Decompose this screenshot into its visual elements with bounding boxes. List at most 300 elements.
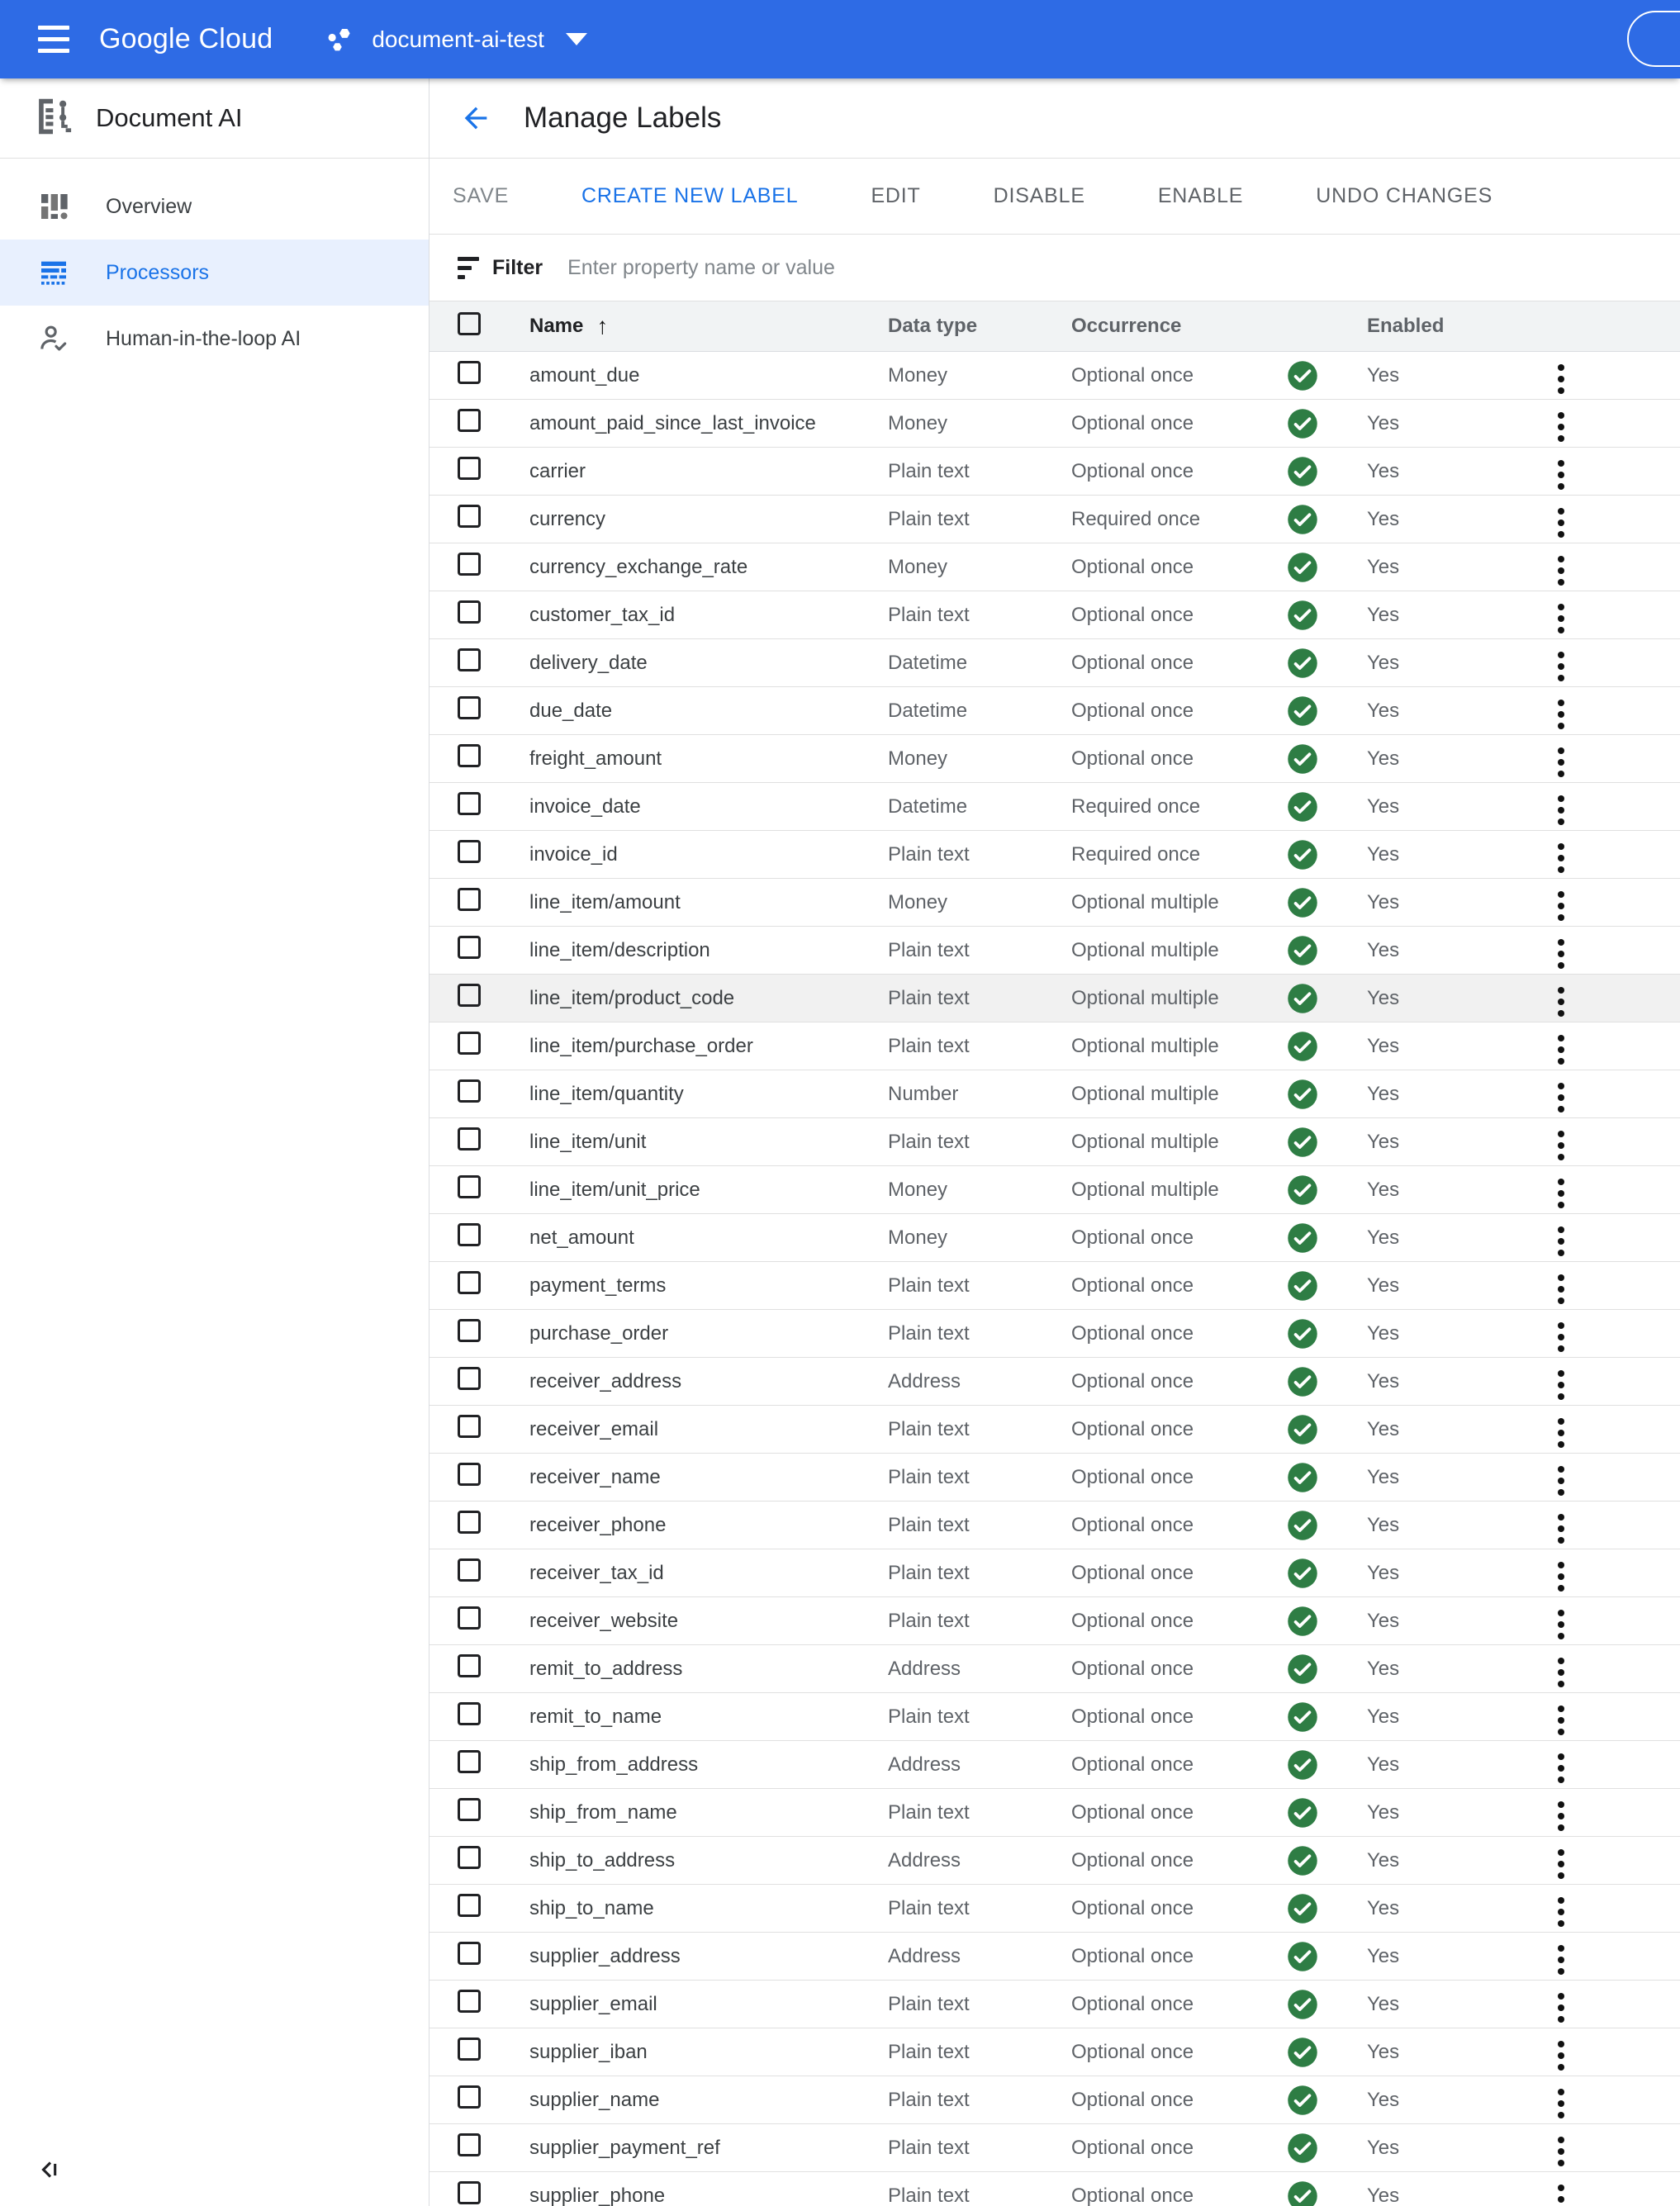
column-header-occurrence[interactable]: Occurrence [1071,315,1182,337]
row-menu-icon[interactable] [1554,792,1568,828]
enabled-check-icon [1287,1701,1367,1733]
label-occurrence: Optional once [1071,411,1194,434]
label-data-type: Plain text [888,1274,970,1297]
label-enabled: Yes [1367,699,1400,722]
label-data-type: Datetime [888,651,968,674]
create-new-label-button[interactable]: CREATE NEW LABEL [572,176,808,216]
table-row[interactable] [429,1166,1680,1214]
label-enabled: Yes [1367,1753,1400,1776]
row-menu-icon[interactable] [1554,1846,1568,1882]
table-row[interactable] [429,1981,1680,2028]
enabled-check-icon [1287,1270,1367,1302]
label-enabled: Yes [1367,938,1400,961]
label-data-type: Plain text [888,1321,970,1345]
table-row[interactable] [429,927,1680,975]
row-checkbox[interactable] [458,744,481,767]
label-name: ship_from_address [529,1753,699,1776]
row-checkbox[interactable] [458,1750,481,1773]
overview-icon [36,190,71,223]
table-row[interactable] [429,448,1680,496]
table-row[interactable] [429,1693,1680,1741]
column-header-enabled[interactable]: Enabled [1367,315,1445,337]
row-menu-icon[interactable] [1554,936,1568,972]
label-data-type: Plain text [888,1705,970,1728]
label-enabled: Yes [1367,2040,1400,2063]
label-data-type: Datetime [888,699,968,722]
label-enabled: Yes [1367,1178,1400,1201]
label-enabled: Yes [1367,1321,1400,1345]
row-menu-icon[interactable] [1554,600,1568,637]
label-data-type: Plain text [888,1561,970,1584]
table-row[interactable] [429,352,1680,400]
enabled-check-icon [1287,1462,1367,1493]
label-enabled: Yes [1367,842,1400,866]
row-checkbox[interactable] [458,409,481,432]
row-checkbox[interactable] [458,361,481,384]
label-occurrence: Optional once [1071,1753,1194,1776]
label-name: line_item/product_code [529,986,735,1009]
label-data-type: Address [888,1848,961,1872]
save-button[interactable]: SAVE [443,176,519,216]
label-occurrence: Optional once [1071,363,1194,387]
row-menu-icon[interactable] [1554,1894,1568,1930]
row-menu-icon[interactable] [1554,1702,1568,1739]
label-enabled: Yes [1367,1944,1400,1967]
label-enabled: Yes [1367,1705,1400,1728]
label-occurrence: Optional once [1071,2040,1194,2063]
label-name: line_item/description [529,938,710,961]
row-menu-icon[interactable] [1554,409,1568,445]
label-occurrence: Optional once [1071,603,1194,626]
row-checkbox[interactable] [458,2085,481,2109]
label-name: line_item/amount [529,890,681,913]
row-checkbox[interactable] [458,505,481,528]
sidebar [0,78,429,2206]
label-occurrence: Optional once [1071,1465,1194,1488]
row-checkbox[interactable] [458,1367,481,1390]
label-data-type: Plain text [888,1896,970,1919]
table-row[interactable] [429,2076,1680,2124]
enabled-check-icon [1287,983,1367,1014]
row-checkbox[interactable] [458,1415,481,1438]
column-header-data-type[interactable]: Data type [888,315,978,337]
table-row[interactable] [429,1885,1680,1933]
row-menu-icon[interactable] [1554,1271,1568,1307]
label-data-type: Datetime [888,795,968,818]
table-row[interactable] [429,1502,1680,1549]
table-row[interactable] [429,1310,1680,1358]
label-occurrence: Optional multiple [1071,890,1219,913]
label-data-type: Money [888,363,948,387]
row-checkbox[interactable] [458,888,481,911]
label-occurrence: Optional multiple [1071,938,1219,961]
label-occurrence: Optional once [1071,2088,1194,2111]
table-row[interactable] [429,2028,1680,2076]
label-name: receiver_address [529,1369,682,1392]
row-checkbox[interactable] [458,1990,481,2013]
table-row[interactable] [429,735,1680,783]
label-occurrence: Optional once [1071,1561,1194,1584]
row-checkbox[interactable] [458,1798,481,1821]
table-row[interactable] [429,1837,1680,1885]
row-checkbox[interactable] [458,1032,481,1055]
row-checkbox[interactable] [458,1654,481,1677]
label-occurrence: Optional once [1071,1657,1194,1680]
table-row[interactable] [429,975,1680,1022]
row-checkbox[interactable] [458,1846,481,1869]
label-data-type: Money [888,1178,948,1201]
table-row[interactable] [429,1118,1680,1166]
table-row[interactable] [429,1549,1680,1597]
collapse-sidebar-icon[interactable] [36,2156,64,2188]
label-enabled: Yes [1367,890,1400,913]
label-name: supplier_phone [529,2184,666,2206]
row-menu-icon[interactable] [1554,1175,1568,1212]
table-row[interactable] [429,591,1680,639]
row-menu-icon[interactable] [1554,2085,1568,2122]
row-checkbox[interactable] [458,553,481,576]
label-data-type: Plain text [888,603,970,626]
row-menu-icon[interactable] [1554,744,1568,780]
table-row[interactable] [429,400,1680,448]
label-name: amount_paid_since_last_invoice [529,411,816,434]
row-menu-icon[interactable] [1554,2181,1568,2206]
label-occurrence: Optional once [1071,1321,1194,1345]
row-menu-icon[interactable] [1554,1367,1568,1403]
enabled-check-icon [1287,552,1367,583]
label-occurrence: Optional multiple [1071,986,1219,1009]
label-occurrence: Required once [1071,507,1201,530]
row-checkbox[interactable] [458,600,481,624]
label-occurrence: Optional once [1071,1848,1194,1872]
row-checkbox[interactable] [458,1175,481,1198]
table-row[interactable] [429,1645,1680,1693]
label-enabled: Yes [1367,1800,1400,1824]
label-enabled: Yes [1367,1609,1400,1632]
filter-row [429,235,1680,301]
label-occurrence: Required once [1071,842,1201,866]
row-checkbox[interactable] [458,696,481,719]
table-row[interactable] [429,543,1680,591]
person-check-icon [36,322,71,355]
label-occurrence: Optional multiple [1071,1034,1219,1057]
row-menu-icon[interactable] [1554,1032,1568,1068]
label-data-type: Plain text [888,507,970,530]
label-data-type: Address [888,1944,961,1967]
row-checkbox[interactable] [458,457,481,480]
search-bar-partial[interactable] [1627,11,1680,67]
label-name: supplier_name [529,2088,660,2111]
disable-button[interactable]: DISABLE [984,176,1095,216]
row-menu-icon[interactable] [1554,888,1568,924]
label-occurrence: Optional once [1071,1513,1194,1536]
row-menu-icon[interactable] [1554,984,1568,1020]
table-body [429,352,1680,2206]
project-name: document-ai-test [372,26,544,52]
table-row[interactable] [429,1933,1680,1981]
row-menu-icon[interactable] [1554,1942,1568,1978]
enabled-check-icon [1287,791,1367,823]
label-data-type: Address [888,1657,961,1680]
label-name: due_date [529,699,613,722]
row-checkbox[interactable] [458,1558,481,1582]
label-occurrence: Required once [1071,795,1201,818]
table-row[interactable] [429,2172,1680,2206]
row-menu-icon[interactable] [1554,457,1568,493]
product-header [0,78,429,159]
row-checkbox[interactable] [458,1606,481,1630]
enabled-check-icon [1287,1031,1367,1062]
label-enabled: Yes [1367,1896,1400,1919]
label-occurrence: Optional multiple [1071,1082,1219,1105]
label-occurrence: Optional once [1071,747,1194,770]
label-occurrence: Optional once [1071,1944,1194,1967]
enabled-check-icon [1287,1845,1367,1876]
enabled-check-icon [1287,1510,1367,1541]
row-menu-icon[interactable] [1554,1223,1568,1260]
label-name: invoice_date [529,795,641,818]
table-row[interactable] [429,1406,1680,1454]
label-name: ship_to_address [529,1848,676,1872]
label-name: supplier_address [529,1944,681,1967]
label-occurrence: Optional once [1071,1274,1194,1297]
label-enabled: Yes [1367,1848,1400,1872]
table-row[interactable] [429,496,1680,543]
row-checkbox[interactable] [458,648,481,671]
filter-button[interactable] [458,256,543,280]
processors-icon [36,256,71,289]
row-menu-icon[interactable] [1554,1798,1568,1834]
label-enabled: Yes [1367,1226,1400,1249]
table-row[interactable] [429,1789,1680,1837]
label-enabled: Yes [1367,651,1400,674]
label-data-type: Plain text [888,1034,970,1057]
menu-icon[interactable] [23,11,81,69]
row-checkbox[interactable] [458,1511,481,1534]
row-checkbox[interactable] [458,984,481,1007]
row-menu-icon[interactable] [1554,1750,1568,1786]
enabled-check-icon [1287,408,1367,439]
enabled-check-icon [1287,1127,1367,1158]
enabled-check-icon [1287,1653,1367,1685]
label-occurrence: Optional once [1071,555,1194,578]
row-menu-icon[interactable] [1554,505,1568,541]
table-row[interactable] [429,1262,1680,1310]
label-name: supplier_iban [529,2040,648,2063]
label-occurrence: Optional once [1071,1417,1194,1440]
label-enabled: Yes [1367,795,1400,818]
table-row[interactable] [429,783,1680,831]
enabled-check-icon [1287,1414,1367,1445]
enabled-check-icon [1287,935,1367,966]
row-checkbox[interactable] [458,1894,481,1917]
label-data-type: Money [888,747,948,770]
label-occurrence: Optional once [1071,1896,1194,1919]
row-checkbox[interactable] [458,1223,481,1246]
label-name: invoice_id [529,842,618,866]
label-enabled: Yes [1367,1513,1400,1536]
label-enabled: Yes [1367,411,1400,434]
row-checkbox[interactable] [458,1079,481,1103]
sidebar-item-label: Processors [106,260,210,284]
table-row[interactable] [429,1358,1680,1406]
row-checkbox[interactable] [458,1127,481,1150]
row-menu-icon[interactable] [1554,696,1568,733]
sidebar-item-processors[interactable] [0,240,429,306]
label-enabled: Yes [1367,2184,1400,2206]
table-row[interactable] [429,687,1680,735]
label-data-type: Plain text [888,2040,970,2063]
row-checkbox[interactable] [458,1942,481,1965]
table-row[interactable] [429,831,1680,879]
enabled-check-icon [1287,839,1367,871]
filter-input[interactable] [567,256,1680,280]
row-menu-icon[interactable] [1554,361,1568,397]
row-checkbox[interactable] [458,840,481,863]
project-switcher[interactable] [324,24,587,55]
label-name: remit_to_name [529,1705,662,1728]
row-menu-icon[interactable] [1554,2038,1568,2074]
row-checkbox[interactable] [458,2181,481,2204]
label-name: customer_tax_id [529,603,676,626]
label-enabled: Yes [1367,459,1400,482]
enabled-check-icon [1287,1222,1367,1254]
table-row[interactable] [429,639,1680,687]
label-name: currency_exchange_rate [529,555,748,578]
sidebar-item-label: Overview [106,194,192,218]
label-name: delivery_date [529,651,648,674]
label-name: receiver_email [529,1417,659,1440]
label-name: ship_to_name [529,1896,654,1919]
enabled-check-icon [1287,456,1367,487]
row-menu-icon[interactable] [1554,553,1568,589]
label-data-type: Plain text [888,2136,970,2159]
label-enabled: Yes [1367,2088,1400,2111]
sidebar-nav [0,159,429,372]
toolbar [429,159,1680,235]
row-menu-icon[interactable] [1554,1127,1568,1164]
table-row[interactable] [429,2124,1680,2172]
label-occurrence: Optional once [1071,1992,1194,2015]
row-menu-icon[interactable] [1554,1415,1568,1451]
label-data-type: Plain text [888,1609,970,1632]
google-cloud-logo[interactable]: Google Cloud [99,23,273,55]
label-data-type: Address [888,1753,961,1776]
enabled-check-icon [1287,887,1367,918]
label-name: carrier [529,459,586,482]
label-data-type: Plain text [888,1800,970,1824]
row-checkbox[interactable] [458,1463,481,1486]
row-checkbox[interactable] [458,792,481,815]
label-name: receiver_name [529,1465,661,1488]
table-row[interactable] [429,1454,1680,1502]
table-row[interactable] [429,1741,1680,1789]
edit-button[interactable]: EDIT [861,176,930,216]
row-menu-icon[interactable] [1554,1606,1568,1643]
label-name: purchase_order [529,1321,669,1345]
row-checkbox[interactable] [458,936,481,959]
row-menu-icon[interactable] [1554,1990,1568,2026]
row-checkbox[interactable] [458,1319,481,1342]
label-data-type: Plain text [888,2184,970,2206]
label-name: remit_to_address [529,1657,683,1680]
back-arrow-icon[interactable] [453,95,499,141]
enabled-check-icon [1287,695,1367,727]
enable-button[interactable]: ENABLE [1148,176,1253,216]
label-occurrence: Optional once [1071,1609,1194,1632]
row-menu-icon[interactable] [1554,648,1568,685]
label-enabled: Yes [1367,507,1400,530]
row-menu-icon[interactable] [1554,1079,1568,1116]
label-enabled: Yes [1367,1992,1400,2015]
filter-label: Filter [492,255,543,279]
enabled-check-icon [1287,1941,1367,1972]
label-data-type: Plain text [888,1465,970,1488]
undo-changes-button[interactable]: UNDO CHANGES [1306,176,1502,216]
filter-icon [458,257,482,279]
row-menu-icon[interactable] [1554,2133,1568,2170]
row-menu-icon[interactable] [1554,1319,1568,1355]
row-menu-icon[interactable] [1554,1463,1568,1499]
row-menu-icon[interactable] [1554,1511,1568,1547]
enabled-check-icon [1287,2085,1367,2116]
row-menu-icon[interactable] [1554,840,1568,876]
page-header [429,78,1680,159]
label-occurrence: Optional once [1071,2136,1194,2159]
select-all-checkbox[interactable] [458,312,481,335]
enabled-check-icon [1287,2132,1367,2164]
label-name: receiver_website [529,1609,679,1632]
sidebar-item-label: Human-in-the-loop AI [106,326,301,350]
enabled-check-icon [1287,1606,1367,1637]
row-checkbox[interactable] [458,1271,481,1294]
app-bar [0,0,1680,78]
enabled-check-icon [1287,1797,1367,1829]
enabled-check-icon [1287,2037,1367,2068]
row-checkbox[interactable] [458,1702,481,1725]
document-ai-icon [31,95,74,142]
label-name: currency [529,507,606,530]
enabled-check-icon [1287,600,1367,631]
label-occurrence: Optional once [1071,459,1194,482]
label-data-type: Plain text [888,842,970,866]
table-row[interactable] [429,1022,1680,1070]
row-menu-icon[interactable] [1554,1654,1568,1691]
label-data-type: Plain text [888,938,970,961]
sidebar-item-overview[interactable] [0,173,429,240]
table-row[interactable] [429,1597,1680,1645]
row-checkbox[interactable] [458,2038,481,2061]
table-row[interactable] [429,1070,1680,1118]
row-menu-icon[interactable] [1554,1558,1568,1595]
column-header-name[interactable]: Name ↑ [529,313,609,339]
label-occurrence: Optional once [1071,651,1194,674]
label-data-type: Number [888,1082,959,1105]
label-name: amount_due [529,363,640,387]
label-enabled: Yes [1367,1130,1400,1153]
label-name: receiver_tax_id [529,1561,664,1584]
table-row[interactable] [429,879,1680,927]
table-header [429,301,1680,352]
sidebar-item-human-in-the-loop[interactable] [0,306,429,372]
label-enabled: Yes [1367,603,1400,626]
label-enabled: Yes [1367,1034,1400,1057]
enabled-check-icon [1287,1749,1367,1781]
enabled-check-icon [1287,1558,1367,1589]
label-name: line_item/purchase_order [529,1034,753,1057]
row-checkbox[interactable] [458,2133,481,2156]
table-row[interactable] [429,1214,1680,1262]
